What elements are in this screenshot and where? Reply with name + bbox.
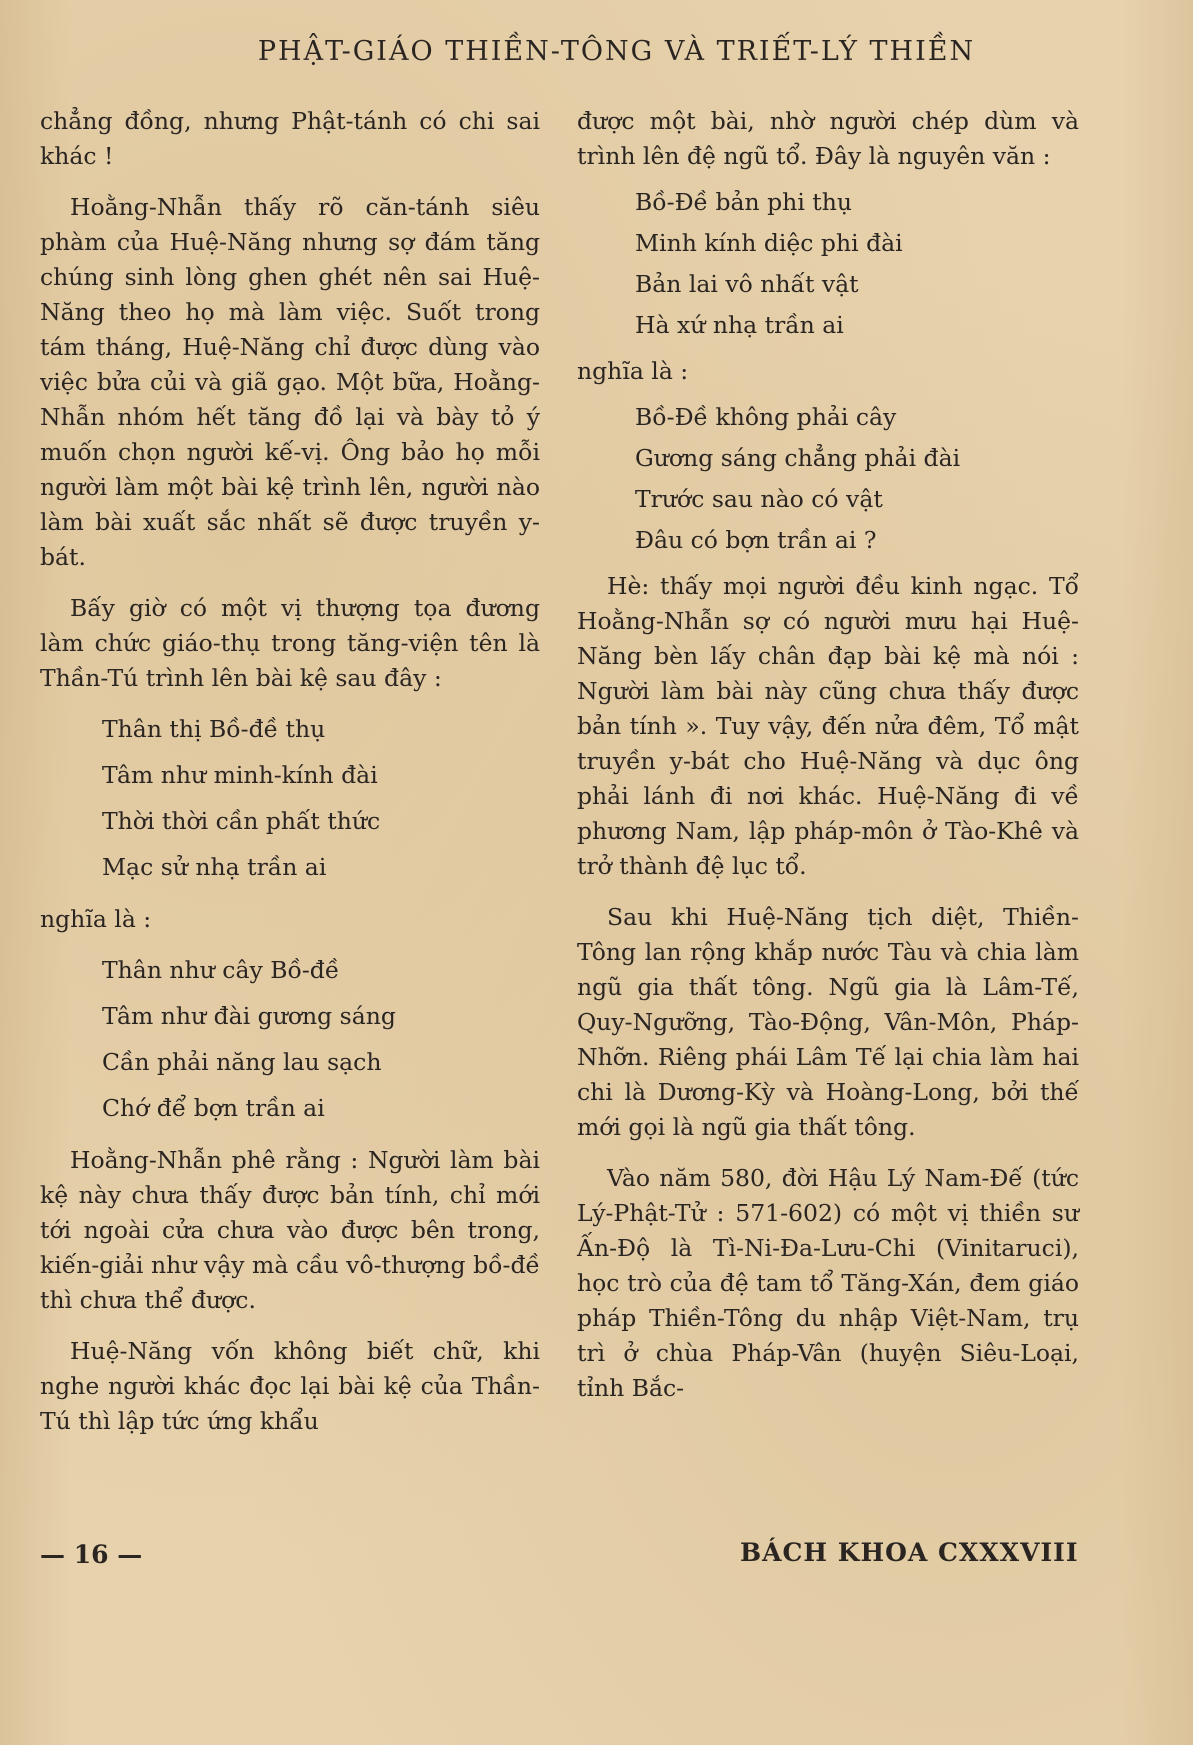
verse-line: Chớ để bợn trần ai [102, 1094, 325, 1122]
paragraph: Hoằng-Nhẫn thấy rõ căn-tánh siêu phàm của Huệ-Năng nhưng sợ đám tăng chúng sinh lòng ghen ghét nên sai Huệ-Năng theo họ mà làm việc. Suốt trong tám tháng, Huệ-Năng chỉ được dùng vào việc bửa củi và giã gạo. Một bữa, Hoằng-Nhẫn nhóm hết tăng đồ lại và bày tỏ ý muốn chọn người kế-vị. Ông bảo họ mỗi người làm một bài kệ trình lên, người nào làm bài xuất sắc nhất sẽ được truyền y-bát. [40, 193, 540, 571]
verse-line: Thời thời cần phất thức [102, 807, 381, 835]
verse-line: Bồ-Đề không phải cây [635, 403, 897, 431]
paragraph: chẳng đồng, nhưng Phật-tánh có chi sai khác ! [40, 107, 540, 170]
verse-line: Gương sáng chẳng phải đài [635, 444, 961, 472]
verse-line: Hà xứ nhạ trần ai [635, 311, 844, 339]
paragraph: Huệ-Năng vốn không biết chữ, khi nghe người khác đọc lại bài kệ của Thần-Tú thì lập tức ứng khẩu [40, 1337, 540, 1435]
verse-line: Bồ-Đề bản phi thụ [635, 188, 853, 216]
paragraph: Hè: thấy mọi người đều kinh ngạc. Tổ Hoằng-Nhẫn sợ có người mưu hại Huệ-Năng bèn lấy chân đạp bài kệ mà nói : Người làm bài này cũng chưa thấy được bản tính ». Tuy vậy, đến nửa đêm, Tổ mật truyền y-bát cho Huệ-Năng và dục ông phải lánh đi nơi khác. Huệ-Năng đi về phương Nam, lập pháp-môn ở Tào-Khê và trở thành đệ lục tổ. [577, 572, 1079, 880]
page-number: — 16 — [40, 1540, 143, 1569]
verse-line: Minh kính diệc phi đài [635, 229, 903, 257]
left-column [40, 104, 540, 1455]
verse-line: Bản lai vô nhất vật [635, 270, 859, 298]
journal-issue: BÁCH KHOA CXXXVIII [740, 1538, 1079, 1567]
verse-line: Mạc sử nhạ trần ai [102, 853, 327, 881]
running-title: PHẬT-GIÁO THIỀN-TÔNG VÀ TRIẾT-LÝ THIỀN [257, 36, 976, 67]
right-column [577, 104, 1079, 1422]
paragraph: Hoằng-Nhẫn phê rằng : Người làm bài kệ này chưa thấy được bản tính, chỉ mới tới ngoài cửa chưa vào được bên trong, kiến-giải như vậy mà cầu vô-thượng bồ-đề thì chưa thể được. [40, 1146, 540, 1314]
verse-line: Thân thị Bồ-đề thụ [102, 715, 326, 743]
verse-line: Thân như cây Bồ-đề [102, 956, 340, 984]
verse-block [577, 182, 1079, 346]
verse-block [40, 947, 540, 1131]
verse-line: Đâu có bợn trần ai ? [635, 526, 877, 554]
verse-block [577, 397, 1079, 561]
paragraph: Bấy giờ có một vị thượng tọa đương làm chức giáo-thụ trong tăng-viện tên là Thần-Tú trình lên bài kệ sau đây : [40, 594, 540, 692]
paragraph: Vào năm 580, đời Hậu Lý Nam-Đế (tức Lý-Phật-Tử : 571-602) có một vị thiền sư Ấn-Độ là Tì-Ni-Đa-Lưu-Chi (Vinitaruci), học trò của đệ tam tổ Tăng-Xán, đem giáo pháp Thiền-Tông du nhập Việt-Nam, trụ trì ở chùa Pháp-Vân (huyện Siêu-Loại, tỉnh Bắc- [577, 1164, 1079, 1402]
verse-line: Trước sau nào có vật [635, 485, 883, 513]
verse-line: Cần phải năng lau sạch [102, 1048, 382, 1076]
paragraph: được một bài, nhờ người chép dùm và trình lên đệ ngũ tổ. Đây là nguyên văn : [577, 107, 1079, 170]
paragraph: Sau khi Huệ-Năng tịch diệt, Thiền-Tông lan rộng khắp nước Tàu và chia làm ngũ gia thất tông. Ngũ gia là Lâm-Tế, Quy-Ngưỡng, Tào-Động, Vân-Môn, Pháp-Nhỡn. Riêng phái Lâm Tế lại chia làm hai chi là Dương-Kỳ và Hoàng-Long, bởi thế mới gọi là ngũ gia thất tông. [577, 903, 1079, 1141]
verse-block [40, 706, 540, 890]
verse-line: Tâm như minh-kính đài [102, 761, 378, 789]
verse-label: nghĩa là : [577, 357, 689, 385]
verse-line: Tâm như đài gương sáng [102, 1002, 396, 1030]
verse-label: nghĩa là : [40, 905, 152, 933]
